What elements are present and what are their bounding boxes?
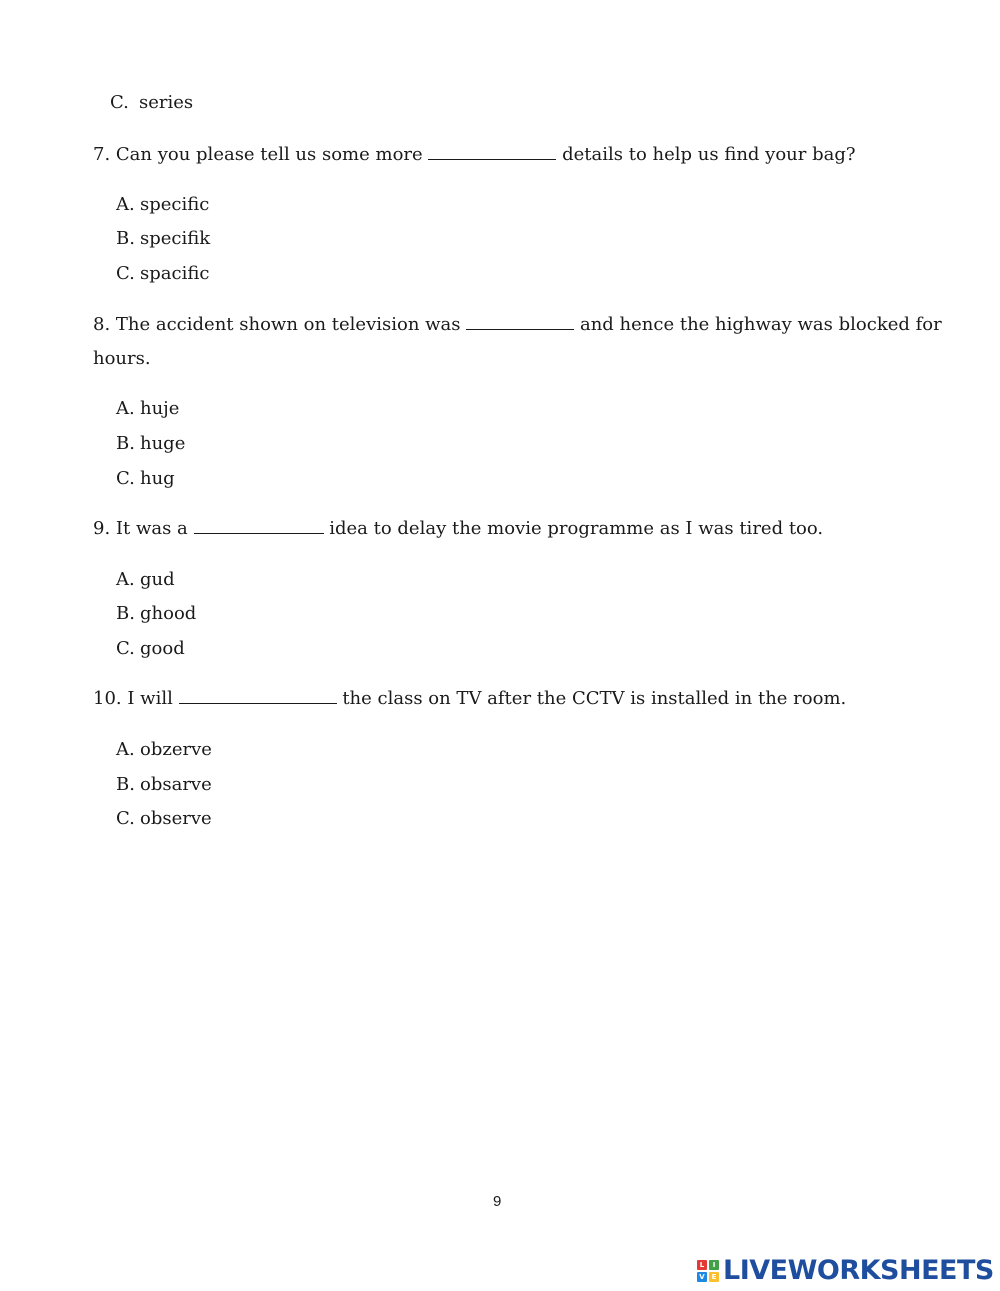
option-letter: B. [116,603,135,624]
question-text-post: details to help us find your bag? [556,144,856,165]
q10-option-b[interactable] [116,774,212,795]
q9-option-a[interactable] [116,569,175,590]
q10-option-c[interactable] [116,808,212,829]
option-text: ghood [140,603,197,624]
option-letter: C. [110,92,129,113]
option-text: specific [140,194,210,215]
option-letter: C. [116,638,135,659]
brand-name: LIVEWORKSHEETS [723,1255,994,1286]
logo-letter: E [709,1272,719,1282]
logo-letter: V [697,1272,707,1282]
logo-letter: I [709,1260,719,1270]
question-8-text [93,314,942,335]
option-text: specifik [140,228,211,249]
option-letter: B. [116,774,135,795]
option-text: spacific [140,263,210,284]
question-text-pre: 8. The accident shown on television was [93,314,467,335]
question-text-pre: 7. Can you please tell us some more [93,144,429,165]
question-text-pre: 9. It was a [93,518,194,539]
answer-blank[interactable] [428,145,556,160]
option-letter: B. [116,433,135,454]
option-letter: A. [116,398,135,419]
option-text: huje [140,398,180,419]
question-text-post: and hence the highway was blocked for [574,314,942,335]
option-text: obsarve [140,774,212,795]
q8-option-b[interactable] [116,433,185,454]
answer-blank[interactable] [466,315,574,330]
option-letter: B. [116,228,135,249]
q7-option-c[interactable] [116,263,209,284]
question-text-post: the class on TV after the CCTV is installed in the room. [336,688,847,709]
page-number: 9 [493,1193,502,1210]
option-text: hug [140,468,175,489]
question-9-text [93,518,823,539]
question-text-pre: 10. I will [93,688,179,709]
q7-option-b[interactable] [116,228,210,249]
q8-option-c[interactable] [116,468,175,489]
question-8-text-continued: hours. [93,348,151,369]
question-7-text [93,144,856,165]
logo-letter: L [697,1260,707,1270]
question-text-post: idea to delay the movie programme as I was tired too. [323,518,824,539]
option-text: series [139,92,194,113]
option-text: obzerve [140,739,212,760]
q8-option-a[interactable] [116,398,179,419]
liveworksheets-logo-icon [697,1260,719,1282]
option-text: gud [140,569,175,590]
option-text: observe [140,808,212,829]
option-letter: A. [116,194,135,215]
option-text: good [140,638,185,659]
brand-footer[interactable] [697,1255,994,1286]
option-text: huge [140,433,186,454]
q10-option-a[interactable] [116,739,212,760]
q9-option-c[interactable] [116,638,185,659]
prev-option-c[interactable] [110,92,193,113]
q7-option-a[interactable] [116,194,209,215]
option-letter: A. [116,569,135,590]
option-letter: C. [116,808,135,829]
question-10-text [93,688,846,709]
option-letter: C. [116,468,135,489]
option-letter: C. [116,263,135,284]
q9-option-b[interactable] [116,603,196,624]
option-letter: A. [116,739,135,760]
answer-blank[interactable] [194,519,324,534]
answer-blank[interactable] [179,689,337,704]
